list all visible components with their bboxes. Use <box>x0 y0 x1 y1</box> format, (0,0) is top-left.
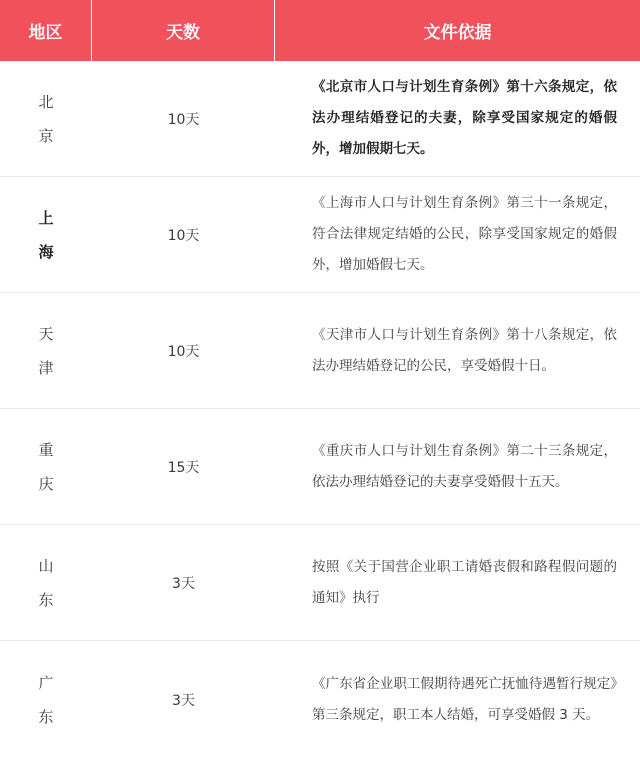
region-cell <box>0 177 92 292</box>
doc-cell <box>275 525 640 640</box>
doc-cell <box>275 641 640 759</box>
doc-text: 《上海市人口与计划生育条例》第三十一条规定，符合法律规定结婚的公民，除享受国家规定的婚假外，增加婚假七天。 <box>312 195 617 273</box>
doc-text: 《广东省企业职工假期待遇死亡抚恤待遇暂行规定》第三条规定，职工本人结婚，可享受婚假 3 天。 <box>312 676 617 723</box>
region-cell <box>0 641 92 759</box>
region-cell <box>0 293 92 408</box>
doc-text: 按照《关于国营企业职工请婚丧假和路程假问题的通知》执行 <box>312 558 617 606</box>
region-name: 山东 <box>38 556 54 609</box>
table-header <box>0 0 640 61</box>
days-cell: 10天 <box>167 111 200 128</box>
region-name: 北京 <box>38 92 54 145</box>
region-cell <box>0 409 92 524</box>
region-cell <box>0 525 92 640</box>
doc-text: 《天津市人口与计划生育条例》第十八条规定，依法办理结婚登记的公民，享受婚假十日。 <box>312 326 617 374</box>
table-row <box>0 177 640 293</box>
table-row <box>0 641 640 759</box>
table-row <box>0 525 640 641</box>
table-body <box>0 61 640 759</box>
table-row <box>0 293 640 409</box>
doc-text: 《北京市人口与计划生育条例》第十六条规定，依法办理结婚登记的夫妻，除享受国家规定的婚假外，增加假期七天。 <box>312 79 617 157</box>
region-cell <box>0 61 92 176</box>
region-name: 天津 <box>38 324 54 377</box>
days-cell: 3天 <box>172 575 195 592</box>
header-days: 天数 <box>92 0 275 61</box>
days-cell: 3天 <box>172 693 195 709</box>
days-cell: 15天 <box>167 459 200 476</box>
doc-cell <box>275 409 640 524</box>
doc-cell <box>275 293 640 408</box>
region-name: 广东 <box>38 674 54 726</box>
days-cell: 10天 <box>167 343 200 360</box>
doc-cell <box>275 177 640 292</box>
region-name: 上海 <box>38 208 54 261</box>
header-document-basis: 文件依据 <box>423 23 492 43</box>
region-name: 重庆 <box>38 440 54 493</box>
days-cell: 10天 <box>167 227 200 244</box>
doc-text: 《重庆市人口与计划生育条例》第二十三条规定，依法办理结婚登记的夫妻享受婚假十五天。 <box>312 442 617 490</box>
header-region: 地区 <box>0 0 92 61</box>
table-row <box>0 409 640 525</box>
table-row <box>0 61 640 177</box>
doc-cell <box>275 61 640 176</box>
